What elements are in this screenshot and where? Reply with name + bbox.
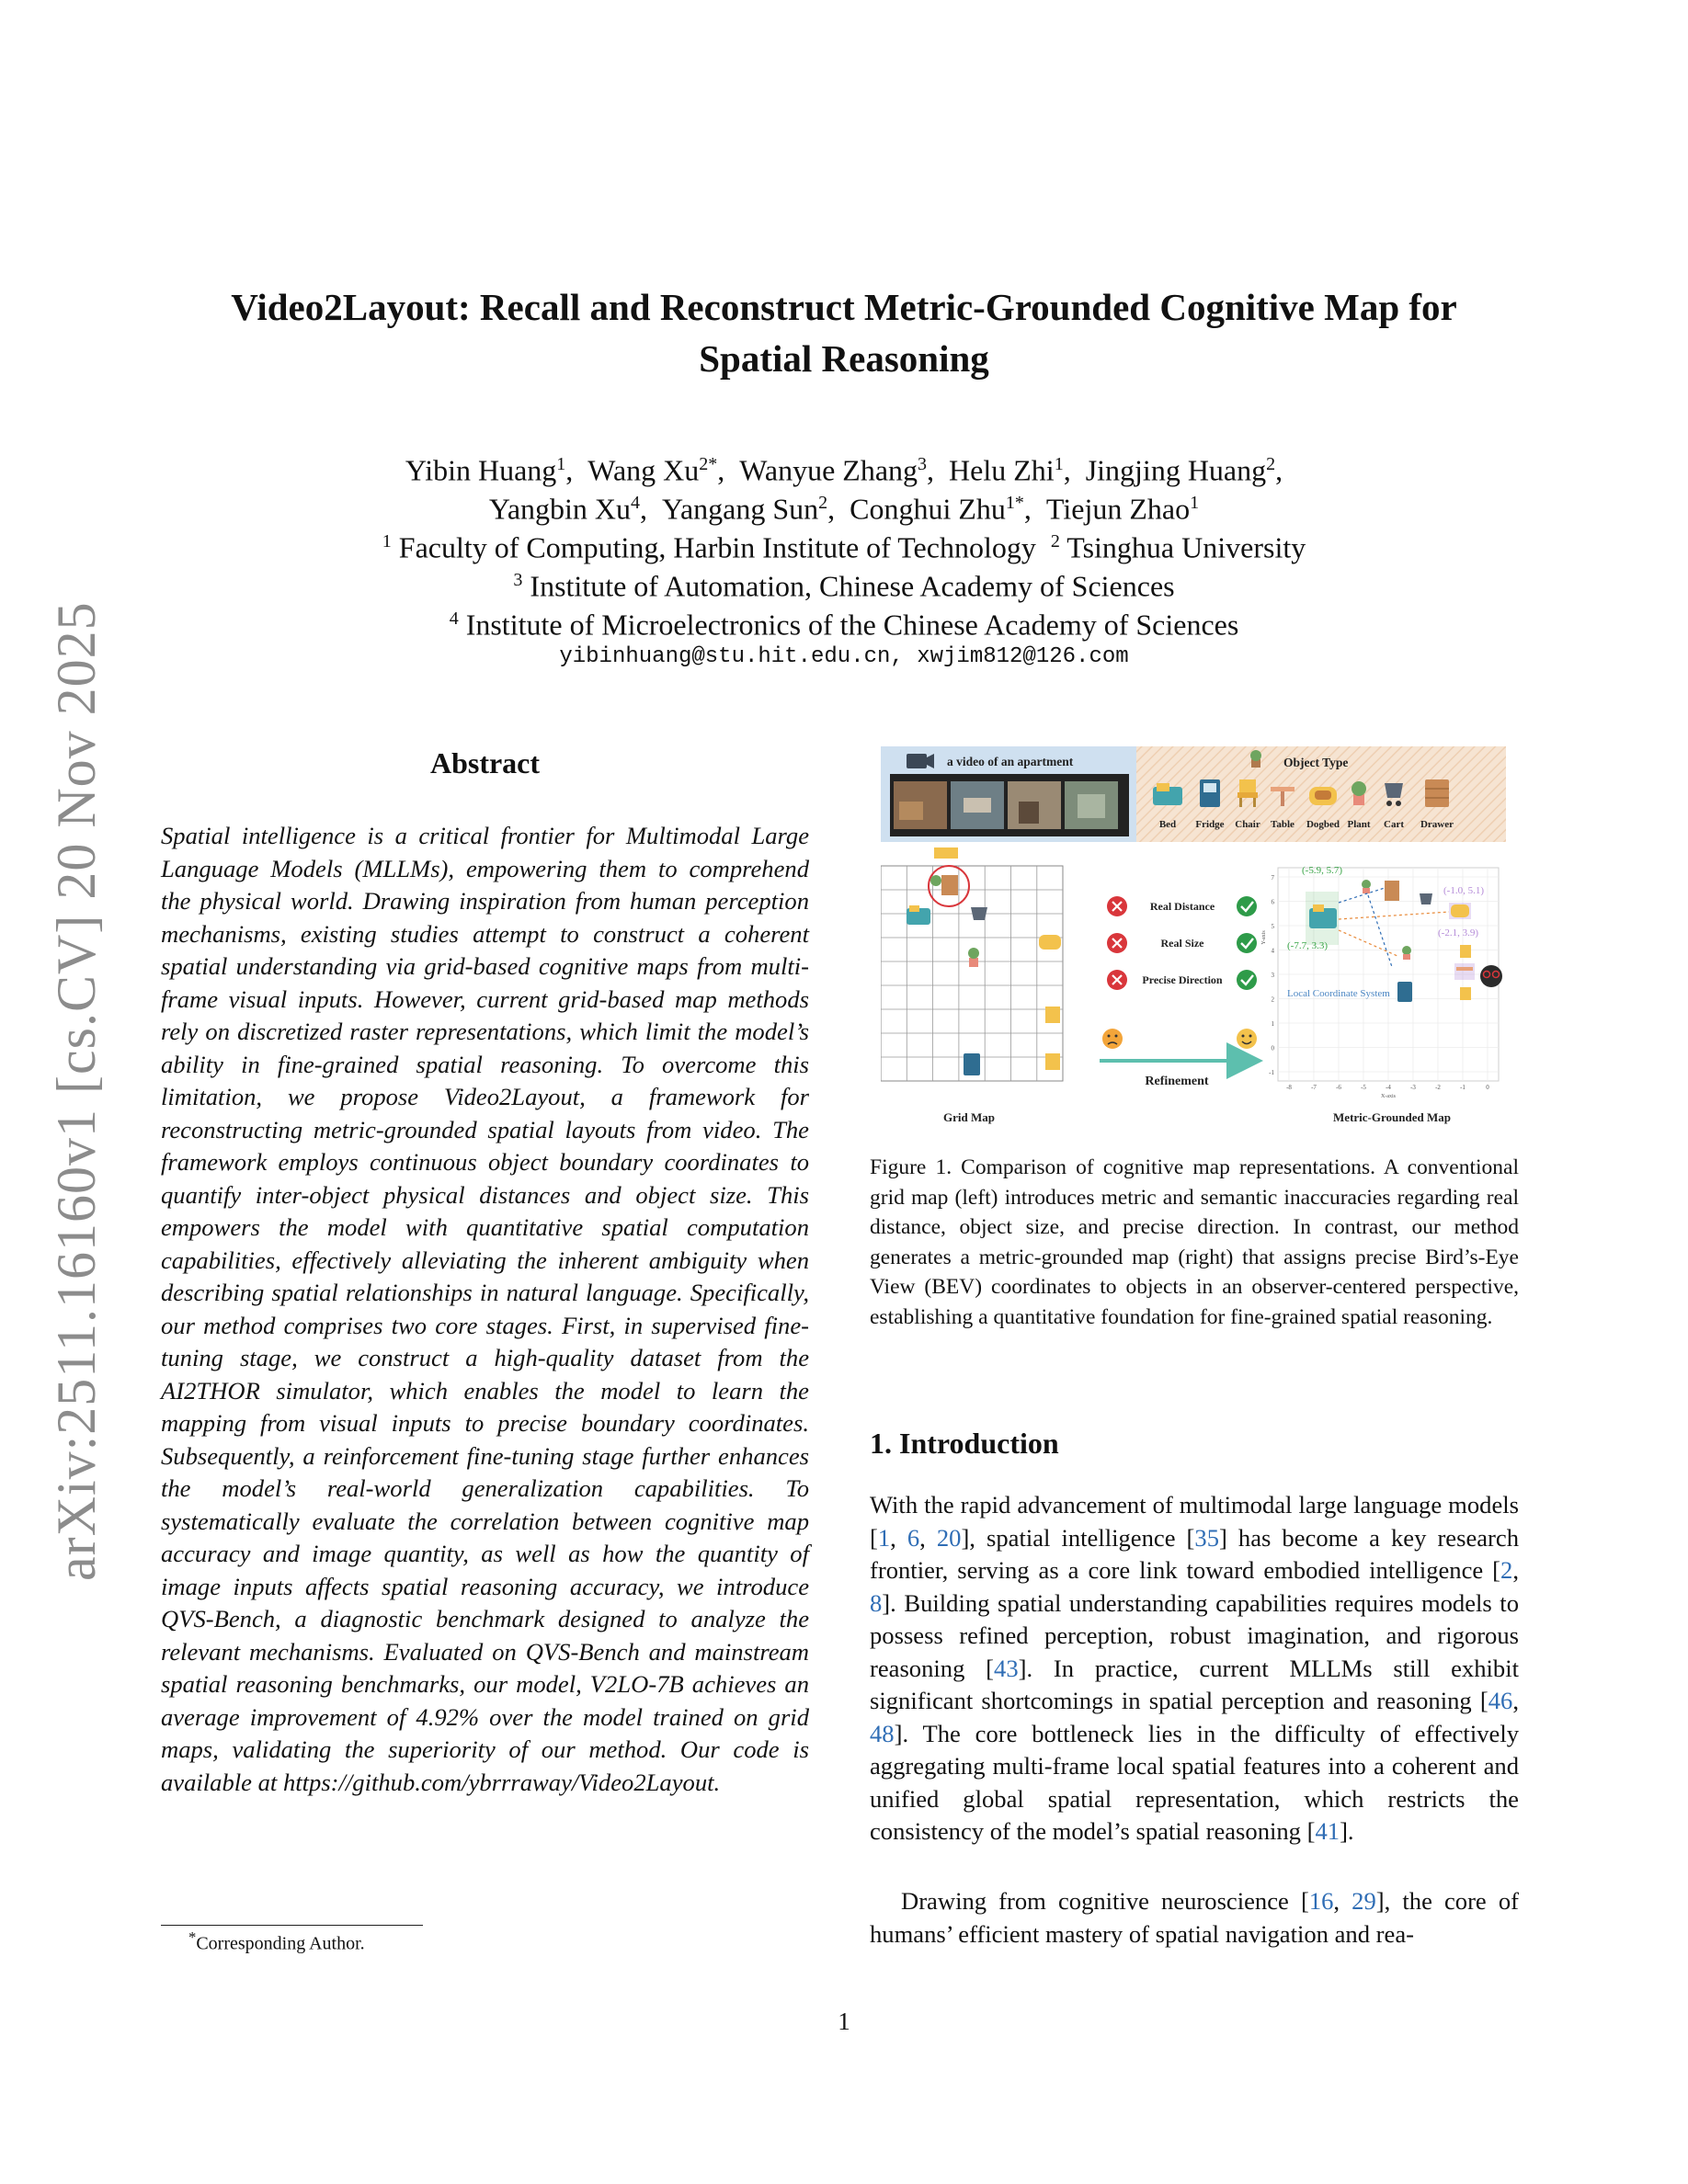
metric-chair-icon-1 [1460,945,1471,958]
grid-chair-icon-2 [1045,1053,1060,1070]
object-type-bed: Bed [1158,819,1177,830]
affiliation-2: Tsinghua University [1066,530,1306,564]
page-number: 1 [838,2008,850,2035]
object-type-label: Object Type [1283,756,1349,769]
object-type-chair: Chair [1235,819,1260,830]
figure-1-cognitive-map-comparison [881,746,1506,1125]
y-tick-label: -1 [1269,1069,1274,1076]
footnote [188,1928,365,1955]
x-tick-label: -1 [1460,1084,1466,1091]
metric-plant-icon [1362,880,1371,893]
check-icon [1237,933,1257,953]
author-line-2: Yangbin Xu$^4$, Yangang Sun$^2$, Conghui Zhu$^{1*}$, Tiejun Zhao$^1$ [488,492,1200,526]
citation-link[interactable]: 2 [1500,1556,1513,1584]
x-tick-label: -8 [1286,1084,1292,1091]
object-type-fridge: Fridge [1195,819,1225,830]
author-affiliation-mark: 2 [818,493,828,513]
introduction-heading: 1. Introduction [870,1427,1059,1460]
video-label: a video of an apartment [947,755,1074,768]
affiliation-3: Institute of Automation, Chinese Academy of Sciences [530,569,1175,603]
metric-drawer-icon [1385,881,1399,901]
introduction-paragraph-1: With the rapid advancement of multimodal large language models [1, 6, 20], spatial intelligence [35] has become a key research frontier, serving as a core link toward embodied intelligence [2, 8]. Building spatial understanding capabilities requires models to possess refined perception, robust imagination, and rigorous reasoning [43]. In practice, current MLLMs still exhibit significant shortcomings in spatial perception and reasoning [46, 48]. The core bottleneck lies in the difficulty of effectively aggregating multi-frame local spatial features into a coherent and unified global spatial representation, which restricts the consistency of the model’s spatial reasoning [41]. [870,1491,1520,1845]
grid-plant-icon [930,875,941,886]
table-region-highlight [1454,963,1475,980]
figure-1-caption: Figure 1. Comparison of cognitive map representations. A conventional grid map (left) introduces metric and semantic inaccuracies regarding real distance, object size, and precise direction. In contrast, our method generates a metric-grounded map (right) that assigns precise Bird’s-Eye View (BEV) coordinates to objects in an observer-centered perspective, establishing a quantitative foundation for fine-grained spatial reasoning. [870,1155,1519,1329]
x-tick-label: -7 [1311,1084,1317,1091]
author-affiliation-mark: 1 [556,454,566,474]
citation-link[interactable]: 20 [936,1523,962,1552]
citation-link[interactable]: 41 [1315,1817,1340,1845]
affiliation-1: Faculty of Computing, Harbin Institute of Technology [398,530,1036,564]
citation-link[interactable]: 29 [1352,1887,1376,1915]
object-type-table: Table [1271,819,1295,830]
affiliation-4: Institute of Microelectronics of the Chinese Academy of Sciences [465,608,1239,642]
author-name: Yibin Huang [405,453,557,487]
metric-chair-icon-2 [1460,987,1471,1000]
criterion-label: Precise Direction [1142,973,1223,986]
object-type-plant: Plant [1347,819,1371,830]
fridge-icon [1200,779,1220,807]
criterion-label: Real Size [1160,937,1204,950]
citation-link[interactable]: 46 [1488,1687,1513,1714]
metric-map-label: Metric-Grounded Map [1333,1110,1451,1124]
grid-chair-icon-1 [1045,1007,1060,1023]
video-film-strip [890,774,1129,836]
y-axis-label: Y-axis [1261,930,1267,945]
y-tick-label: 2 [1271,995,1274,1004]
coord-label-4: (-7.7, 3.3) [1287,940,1328,951]
plant-icon [1352,781,1366,805]
x-tick-label: 0 [1486,1084,1489,1091]
grid-cart-icon [971,907,987,920]
citation-link[interactable]: 48 [870,1719,895,1747]
affiliation-2-mark: 2 [1050,531,1060,552]
citation-link[interactable]: 35 [1194,1523,1220,1552]
metric-cart-icon [1420,893,1432,904]
author-name: Yangang Sun [662,492,819,526]
affiliation-line-3 [138,599,1550,644]
object-type-cart: Cart [1384,819,1404,830]
coord-label-2: (-1.0, 5.1) [1443,885,1484,896]
metric-dogbed-icon [1451,904,1469,917]
paper-title [138,281,1550,384]
author-name: Tiejun Zhao [1045,492,1191,526]
author-name: Jingjing Huang [1085,453,1267,487]
x-tick-label: -3 [1410,1084,1416,1091]
refinement-label: Refinement [1145,1075,1209,1088]
x-tick-label: -2 [1435,1084,1441,1091]
y-tick-label: 7 [1271,874,1274,882]
footnote-mark: * [188,1928,197,1946]
drawer-icon [1425,779,1449,807]
author-affiliation-mark: 2 [1266,454,1276,474]
y-tick-label: 0 [1271,1044,1274,1052]
author-affiliation-mark: 2* [699,454,718,474]
video-camera-icon [907,754,934,768]
grid-map-label: Grid Map [943,1110,995,1124]
title-line-1: Video2Layout: Recall and Reconstruct Metric-Grounded Cognitive Map for [231,286,1457,328]
cross-icon [1107,933,1127,953]
metric-plant-icon-2 [1402,946,1411,960]
introduction-paragraph-2: Drawing from cognitive neuroscience [16, 29], the core of humans’ efficient mastery of spatial navigation and rea- [870,1887,1519,1948]
grid-dogbed-label-icon [934,847,958,859]
grid-bed-icon [907,905,930,925]
citation-link[interactable]: 1 [877,1523,891,1552]
object-type-plant-icon [1250,750,1261,768]
affiliation-3-mark: 3 [513,570,523,590]
y-tick-label: 5 [1271,923,1274,930]
footnote-divider [161,1925,423,1926]
metric-table-icon [1456,967,1473,971]
abstract-heading: Abstract [429,746,541,779]
author-name: Wang Xu [587,453,700,487]
author-name: Yangbin Xu [488,492,632,526]
x-tick-label: -4 [1386,1084,1391,1091]
criterion-label: Real Distance [1149,900,1215,913]
author-name: Wanyue Zhang [739,453,918,487]
citation-link[interactable]: 16 [1308,1887,1334,1915]
citation-link[interactable]: 8 [870,1588,883,1617]
y-tick-label: 6 [1271,898,1274,906]
contact-emails[interactable]: yibinhuang@stu.hit.edu.cn, xwjim812@126.com [559,644,1129,669]
citation-link[interactable]: 6 [907,1523,920,1552]
check-icon [1237,970,1257,990]
affiliation-1-mark: 1 [382,531,392,552]
metric-grounded-map [1261,865,1502,1099]
grid-map [881,847,1063,1081]
check-icon [1237,896,1257,916]
map-criteria-list [1107,896,1257,990]
happy-face-icon [1237,1029,1257,1049]
object-type-dogbed: Dogbed [1306,819,1340,830]
x-tick-label: -6 [1336,1084,1341,1091]
y-tick-label: 1 [1271,1020,1274,1028]
x-axis-label: X-axis [1381,1094,1396,1099]
y-tick-label: 4 [1271,947,1274,955]
coord-label-1: (-5.9, 5.7) [1302,865,1342,876]
observer-avatar-icon [1480,965,1502,987]
footnote-text: Corresponding Author. [196,1933,365,1954]
cross-icon [1107,970,1127,990]
dogbed-icon [1309,787,1337,805]
author-name: Conghui Zhu [850,492,1006,526]
x-tick-label: -5 [1361,1084,1366,1091]
local-coordinate-label: Local Coordinate System [1287,988,1390,999]
grid-drawer-icon [941,875,958,895]
author-affiliation-mark: 1 [1054,454,1064,474]
cross-icon [1107,896,1127,916]
grid-fridge-icon [964,1053,980,1075]
grid-dogbed-icon [1039,935,1061,950]
author-name: Helu Zhi [949,453,1055,487]
metric-fridge-icon [1397,982,1412,1002]
author-affiliation-mark: 1 [1190,493,1200,513]
y-tick-label: 3 [1271,972,1274,979]
author-affiliation-mark: 4 [631,493,641,513]
frown-face-icon [1102,1029,1123,1049]
object-type-drawer: Drawer [1420,819,1454,830]
grid-map-border [881,866,1063,1081]
author-affiliation-mark: 3 [918,454,928,474]
coord-label-3: (-2.1, 3.9) [1438,927,1478,938]
author-affiliation-mark: 1* [1005,493,1024,513]
arxiv-identifier-stamp: arXiv:2511.16160v1 [cs.CV] 20 Nov 2025 [46,601,107,1581]
author-line-1: Yibin Huang$^1$, Wang $Xu^{2*}$, Wanyue Zhang$^3$, Helu Zhi$^1$, Jingjing Huang$^2$, [405,453,1283,487]
title-line-2: Spatial Reasoning [699,337,989,380]
citation-link[interactable]: 43 [994,1654,1019,1682]
abstract-body: Spatial intelligence is a critical frontier for Multimodal Large Language Models (MLLMs), empowering them to comprehend the physical world. Drawing inspiration from human perception mechanisms, existing studies attempt to construct a coherent spatial understanding via grid-based cognitive maps from multi-frame visual inputs. However, current grid-based map methods rely on discretized raster representations, which limit the model’s ability in fine-grained spatial reasoning. To overcome this limitation, we propose Video2Layout, a framework for reconstructing metric-grounded spatial layouts from video. The framework employs continuous object boundary coordinates to quantify inter-object physical distances and object size. This empowers the model with quantitative spatial computation capabilities, effectively alleviating the inherent ambiguity when describing spatial relationships in natural language. Specifically, our method comprises two core stages. First, in supervised fine-tuning stage, we construct a high-quality dataset from the AI2THOR simulator, which enables the model to learn the mapping from visual inputs to precise boundary coordinates. Subsequently, a reinforcement fine-tuning stage further enhances the model’s real-world generalization capabilities. To systematically evaluate the correlation between cognitive map accuracy and image quantity, as well as how the quantity of image inputs affects spatial reasoning accuracy, we introduce QVS-Bench, a diagnostic benchmark designed to analyze the relevant mechanisms. Evaluated on QVS-Bench and mainstream spatial reasoning benchmarks, our model, V2LO-7B achieves an average improvement of 4.92% over the model trained on grid maps, validating the superiority of our method. Our code is available at https://github.com/ybrrraway/Video2Layout. [161,822,809,1796]
affiliation-4-mark: 4 [449,609,459,629]
